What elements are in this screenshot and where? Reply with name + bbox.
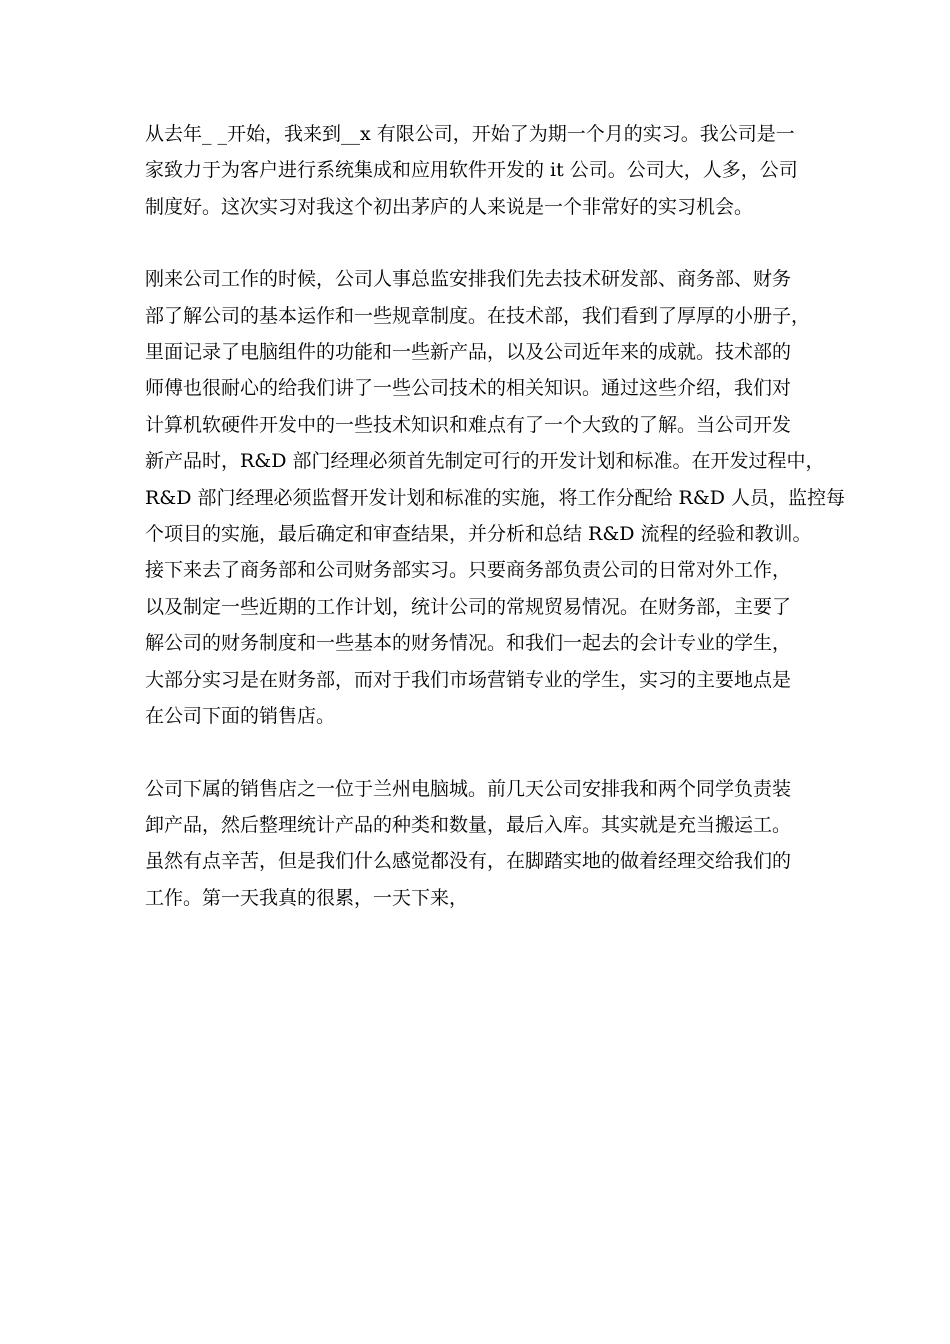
text-line: 以及制定一些近期的工作计划，统计公司的常规贸易情况。在财务部，主要了 xyxy=(145,595,792,618)
text-line: 接下来去了商务部和公司财务部实习。只要商务部负责公司的日常对外工作， xyxy=(145,559,792,582)
text-line: 工作。第一天我真的很累，一天下来， xyxy=(145,886,469,909)
text-line: 里面记录了电脑组件的功能和一些新产品，以及公司近年来的成就。技术部的 xyxy=(145,341,792,364)
paragraph-2 xyxy=(145,261,846,734)
text-line: 计算机软硬件开发中的一些技术知识和难点有了一个大致的了解。当公司开发 xyxy=(145,413,792,436)
text-line: R&D 部门经理必须监督开发计划和标准的实施，将工作分配给 R&D 人员，监控每 xyxy=(145,486,846,509)
text-line: 公司下属的销售店之一位于兰州电脑城。前几天公司安排我和两个同学负责装 xyxy=(145,777,792,800)
paragraph-3 xyxy=(145,771,817,917)
text-line: 个项目的实施，最后确定和审查结果，并分析和总结 R&D 流程的经验和教训。 xyxy=(145,523,812,546)
text-line: 师傅也很耐心的给我们讲了一些公司技术的相关知识。通过这些介绍，我们对 xyxy=(145,377,792,400)
text-line: 刚来公司工作的时候，公司人事总监安排我们先去技术研发部、商务部、财务 xyxy=(145,268,792,291)
paragraph-1 xyxy=(145,116,817,225)
document-body xyxy=(145,116,846,952)
text-line: 大部分实习是在财务部，而对于我们市场营销专业的学生，实习的主要地点是 xyxy=(145,668,792,691)
text-line: 解公司的财务制度和一些基本的财务情况。和我们一起去的会计专业的学生， xyxy=(145,632,792,655)
text-line: 制度好。这次实习对我这个初出茅庐的人来说是一个非常好的实习机会。 xyxy=(145,195,754,218)
text-line: 从去年_ _开始，我来到__x 有限公司，开始了为期一个月的实习。我公司是一 xyxy=(145,123,795,145)
text-line: 在公司下面的销售店。 xyxy=(145,705,336,728)
text-line: 卸产品，然后整理统计产品的种类和数量，最后入库。其实就是充当搬运工。 xyxy=(145,813,792,836)
text-line: 部了解公司的基本运作和一些规章制度。在技术部，我们看到了厚厚的小册子， xyxy=(145,304,811,327)
text-line: 家致力于为客户进行系统集成和应用软件开发的 it 公司。公司大，人多，公司 xyxy=(145,159,798,182)
text-line: 新产品时，R&D 部门经理必须首先制定可行的开发计划和标准。在开发过程中， xyxy=(145,450,825,473)
text-line: 虽然有点辛苦，但是我们什么感觉都没有，在脚踏实地的做着经理交给我们的 xyxy=(145,850,792,873)
